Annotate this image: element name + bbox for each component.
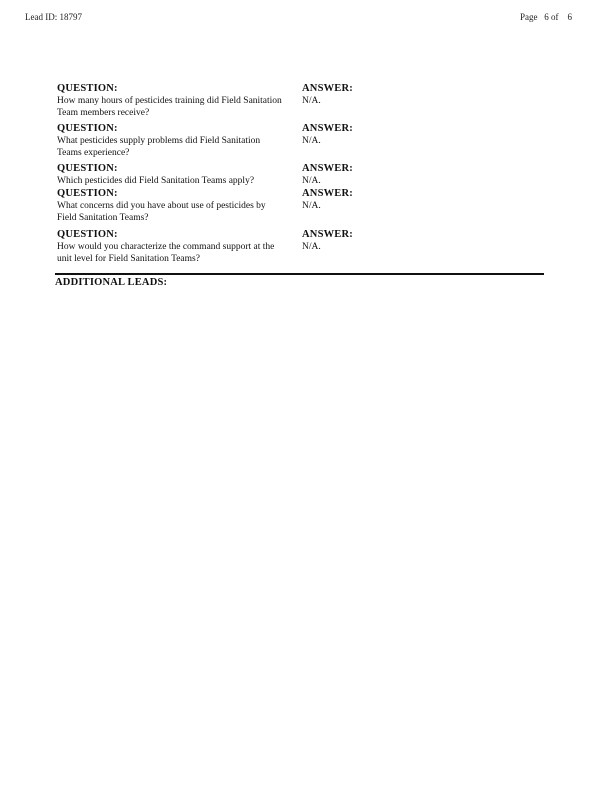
answer-text: N/A. — [302, 136, 321, 146]
page-number: Page 6 of 6 — [520, 12, 572, 22]
answer-label: ANSWER: — [302, 123, 353, 134]
answer-text: N/A. — [302, 96, 321, 106]
question-label: QUESTION: — [57, 229, 118, 240]
section-divider — [55, 273, 544, 275]
additional-leads-heading: ADDITIONAL LEADS: — [55, 277, 168, 288]
question-text: How would you characterize the command support at the unit level for Field Sanitation Teams? — [57, 242, 275, 264]
answer-text: N/A. — [302, 176, 321, 186]
question-text: What pesticides supply problems did Field Sanitation Teams experience? — [57, 136, 261, 158]
answer-text: N/A. — [302, 201, 321, 211]
answer-label: ANSWER: — [302, 163, 353, 174]
question-label: QUESTION: — [57, 123, 118, 134]
answer-label: ANSWER: — [302, 83, 353, 94]
question-label: QUESTION: — [57, 188, 118, 199]
question-text: Which pesticides did Field Sanitation Teams apply? — [57, 176, 255, 186]
question-label: QUESTION: — [57, 83, 118, 94]
question-text: What concerns did you have about use of pesticides by Field Sanitation Teams? — [57, 201, 266, 223]
lead-id: Lead ID: 18797 — [25, 12, 82, 22]
answer-text: N/A. — [302, 242, 321, 252]
answer-label: ANSWER: — [302, 188, 353, 199]
question-text: How many hours of pesticides training did Field Sanitation Team members receive? — [57, 96, 282, 118]
answer-label: ANSWER: — [302, 229, 353, 240]
question-label: QUESTION: — [57, 163, 118, 174]
